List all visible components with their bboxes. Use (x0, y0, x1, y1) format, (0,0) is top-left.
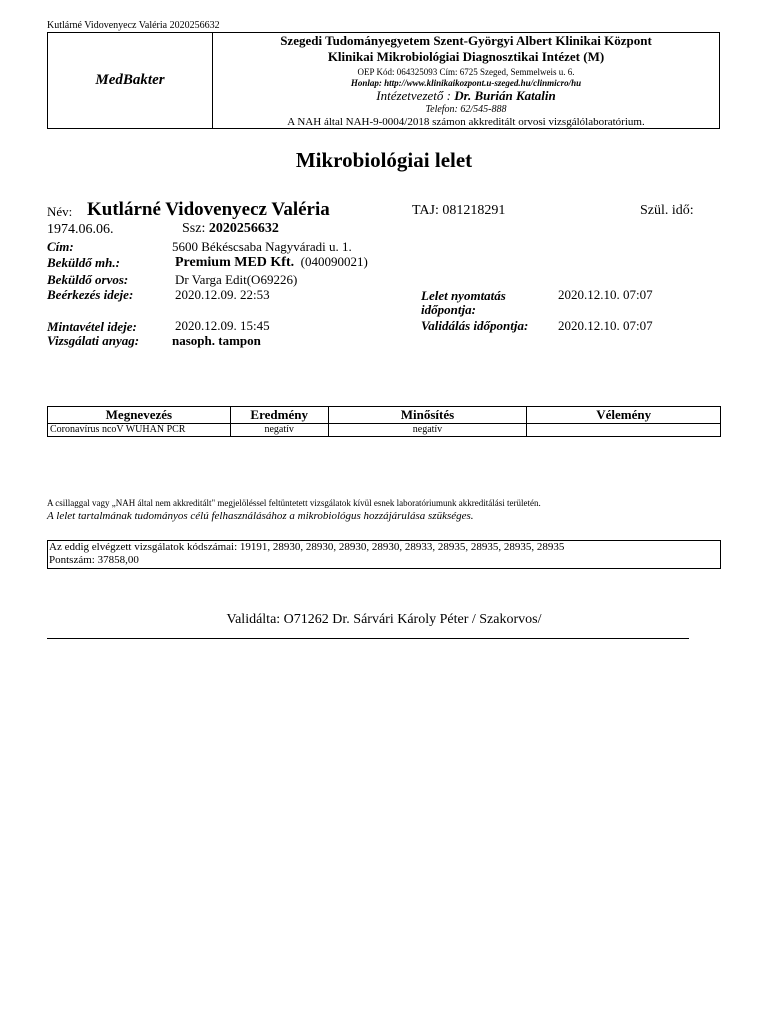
result-qualification: negatív (328, 424, 527, 437)
sender-code: (040090021) (300, 254, 368, 269)
table-row (48, 424, 721, 437)
birth-date: 1974.06.06. (47, 222, 114, 237)
material-value: nasoph. tampon (172, 333, 261, 348)
department-name: Klinikai Mikrobiológiai Diagnosztikai Intézet (M) (327, 49, 605, 64)
ssz (182, 221, 279, 237)
sender (175, 254, 368, 271)
taj-value: 081218291 (442, 203, 506, 218)
taj-label: TAJ: (412, 203, 439, 218)
result-test-name: Coronavírus ncoV WUHAN PCR (48, 424, 231, 437)
arrival-value: 2020.12.09. 22:53 (175, 287, 270, 302)
birth-label: Szül. idő: (640, 203, 694, 218)
material-label: Vizsgálati anyag: (47, 333, 140, 348)
accreditation-note: A csillaggal vagy „NAH által nem akkreditált" megjelöléssel feltüntetett vizsgálatok kívül esnek laboratóriumunk akkreditálási területén. (47, 498, 541, 508)
ssz-value: 2020256632 (208, 221, 279, 236)
validated-by: Validálta: O71262 Dr. Sárvári Károly Péter / Szakorvos/ (226, 612, 542, 627)
consent-note: A lelet tartalmának tudományos célú felhasználásához a mikrobiológus hozzájárulása szükséges. (47, 510, 474, 522)
arrival-label: Beérkezés ideje: (47, 287, 134, 302)
accreditation: A NAH által NAH-9-0004/2018 számon akkreditált orvosi vizsgálólaboratórium. (287, 116, 645, 128)
print-label-2: időpontja: (421, 302, 476, 317)
address-label: Cím: (47, 239, 74, 254)
results-header-row (48, 407, 721, 424)
col-header-result: Eredmény (230, 407, 328, 424)
col-header-qualification: Minősítés (328, 407, 527, 424)
taj (412, 203, 505, 219)
codes-line: Az eddig elvégzett vizsgálatok kódszámai: 19191, 28930, 28930, 28930, 28930, 28933, 28935, 28935, 28935, 28935 (49, 541, 565, 553)
sampling-value: 2020.12.09. 15:45 (175, 318, 270, 333)
result-value: negatív (230, 424, 328, 437)
homepage: Honlap: http://www.klinikaikozpont.u-szeged.hu/clinmicro/hu (350, 78, 582, 88)
validation-label: Validálás időpontja: (421, 318, 529, 333)
doctor-label: Beküldő orvos: (47, 272, 129, 287)
results-table (47, 406, 721, 437)
director (213, 88, 719, 104)
phone: Telefon: 62/545-888 (425, 104, 507, 115)
points-line: Pontszám: 37858,00 (49, 554, 139, 566)
director-name: Dr. Burián Katalin (454, 88, 556, 103)
name-label: Név: (47, 204, 73, 219)
col-header-name: Megnevezés (48, 407, 231, 424)
ssz-label: Ssz: (182, 221, 206, 236)
col-header-opinion: Vélemény (527, 407, 721, 424)
institution-name: Szegedi Tudományegyetem Szent-Györgyi Albert Klinikai Központ (280, 33, 652, 48)
logo-text: MedBakter (48, 33, 213, 128)
sender-name: Premium MED Kft. (175, 255, 295, 270)
validation-time: 2020.12.10. 07:07 (558, 318, 653, 333)
signature-line (47, 638, 689, 639)
sampling-label: Mintavétel ideje: (47, 319, 137, 334)
codes-box (47, 540, 721, 569)
patient-name: Kutlárné Vidovenyecz Valéria (87, 199, 330, 220)
page-title: Mikrobiológiai lelet (295, 148, 473, 172)
oep-code-address: OEP Kód: 064325093 Cím: 6725 Szeged, Semmelweis u. 6. (357, 67, 575, 77)
director-label: Intézetvezető : (376, 88, 455, 103)
institution-info (213, 33, 719, 128)
institution-header (47, 32, 720, 129)
result-opinion (527, 424, 721, 437)
address-value: 5600 Békéscsaba Nagyváradi u. 1. (172, 239, 352, 254)
sender-label: Beküldő mh.: (47, 255, 120, 270)
print-label-1: Lelet nyomtatás (421, 288, 506, 303)
doctor-value: Dr Varga Edit(O69226) (175, 272, 298, 287)
page-header-line: Kutlárné Vidovenyecz Valéria 2020256632 (47, 20, 220, 31)
print-time: 2020.12.10. 07:07 (558, 287, 653, 302)
